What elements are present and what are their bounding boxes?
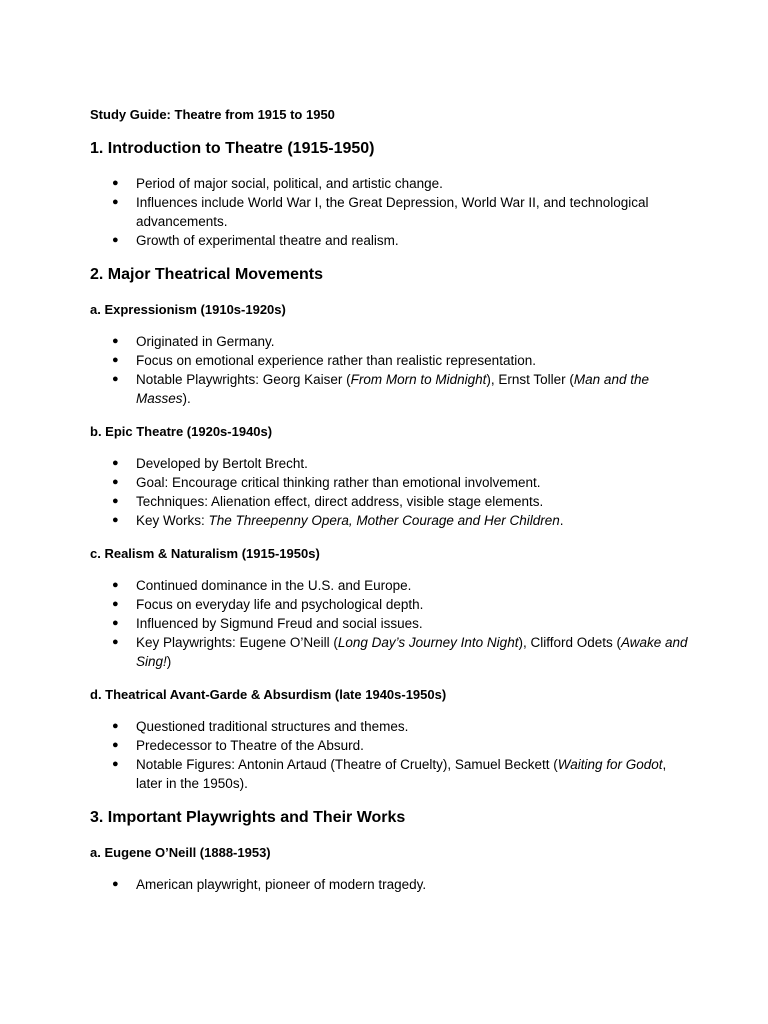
- bullet-icon: ●: [112, 739, 119, 751]
- subsection-expressionism-heading: a. Expressionism (1910s-1920s): [90, 302, 286, 317]
- bullet-icon: ●: [112, 514, 119, 526]
- bullet-icon: ●: [112, 617, 119, 629]
- bullet-icon: ●: [112, 196, 119, 208]
- bullet-icon: ●: [112, 579, 119, 591]
- section-1-list: [90, 174, 690, 250]
- list-item: ● Predecessor to Theatre of the Absurd.: [112, 738, 364, 753]
- bullet-icon: ●: [112, 758, 119, 770]
- list-item: ● Developed by Bertolt Brecht.: [112, 456, 308, 471]
- list-item: ● American playwright, pioneer of modern tragedy.: [112, 877, 427, 892]
- bullet-icon: ●: [112, 720, 119, 732]
- section-1-heading: 1. Introduction to Theatre (1915-1950): [90, 140, 375, 157]
- list-item: ● Influences include World War I, the Great Depression, World War II, and technological advancements.: [112, 195, 649, 229]
- list-item: ● Key Works: The Threepenny Opera, Mother Courage and Her Children.: [112, 513, 564, 528]
- list-item: ● Period of major social, political, and artistic change.: [112, 176, 443, 191]
- list-item: ● Continued dominance in the U.S. and Europe.: [112, 578, 412, 593]
- oneill-list: [90, 875, 690, 894]
- list-item: ● Notable Playwrights: Georg Kaiser (From Morn to Midnight), Ernst Toller (Man and the Masses).: [112, 372, 649, 406]
- bullet-icon: ●: [112, 373, 119, 385]
- subsection-avant-garde-heading: d. Theatrical Avant-Garde & Absurdism (late 1940s-1950s): [90, 687, 447, 702]
- bullet-icon: ●: [112, 177, 119, 189]
- epic-theatre-list: [90, 454, 690, 530]
- list-item: ● Focus on everyday life and psychological depth.: [112, 597, 424, 612]
- bullet-icon: ●: [112, 476, 119, 488]
- list-item: ● Growth of experimental theatre and realism.: [112, 233, 399, 248]
- expressionism-list: [90, 332, 690, 408]
- subsection-epic-theatre-heading: b. Epic Theatre (1920s-1940s): [90, 424, 273, 439]
- list-item: ● Originated in Germany.: [112, 334, 275, 349]
- list-item: ● Influenced by Sigmund Freud and social issues.: [112, 616, 423, 631]
- subsection-oneill-heading: a. Eugene O’Neill (1888-1953): [90, 845, 271, 860]
- bullet-icon: ●: [112, 354, 119, 366]
- bullet-icon: ●: [112, 495, 119, 507]
- bullet-icon: ●: [112, 636, 119, 648]
- list-item: ● Notable Figures: Antonin Artaud (Theatre of Cruelty), Samuel Beckett (Waiting for Godot, later in the 1950s).: [112, 757, 667, 791]
- bullet-icon: ●: [112, 878, 119, 890]
- section-2-heading: 2. Major Theatrical Movements: [90, 266, 323, 283]
- avant-garde-list: [90, 717, 690, 793]
- document-page: [90, 105, 690, 908]
- realism-list: [90, 576, 690, 671]
- document-title: Study Guide: Theatre from 1915 to 1950: [90, 107, 335, 122]
- bullet-icon: ●: [112, 234, 119, 246]
- list-item: ● Questioned traditional structures and themes.: [112, 719, 409, 734]
- list-item: ● Techniques: Alienation effect, direct address, visible stage elements.: [112, 494, 544, 509]
- section-3-heading: 3. Important Playwrights and Their Works: [90, 809, 406, 826]
- bullet-icon: ●: [112, 457, 119, 469]
- bullet-icon: ●: [112, 335, 119, 347]
- list-item: ● Focus on emotional experience rather than realistic representation.: [112, 353, 536, 368]
- subsection-realism-heading: c. Realism & Naturalism (1915-1950s): [90, 546, 320, 561]
- list-item: ● Key Playwrights: Eugene O’Neill (Long Day’s Journey Into Night), Clifford Odets (Awake and Sing!): [112, 635, 688, 669]
- list-item: ● Goal: Encourage critical thinking rather than emotional involvement.: [112, 475, 541, 490]
- bullet-icon: ●: [112, 598, 119, 610]
